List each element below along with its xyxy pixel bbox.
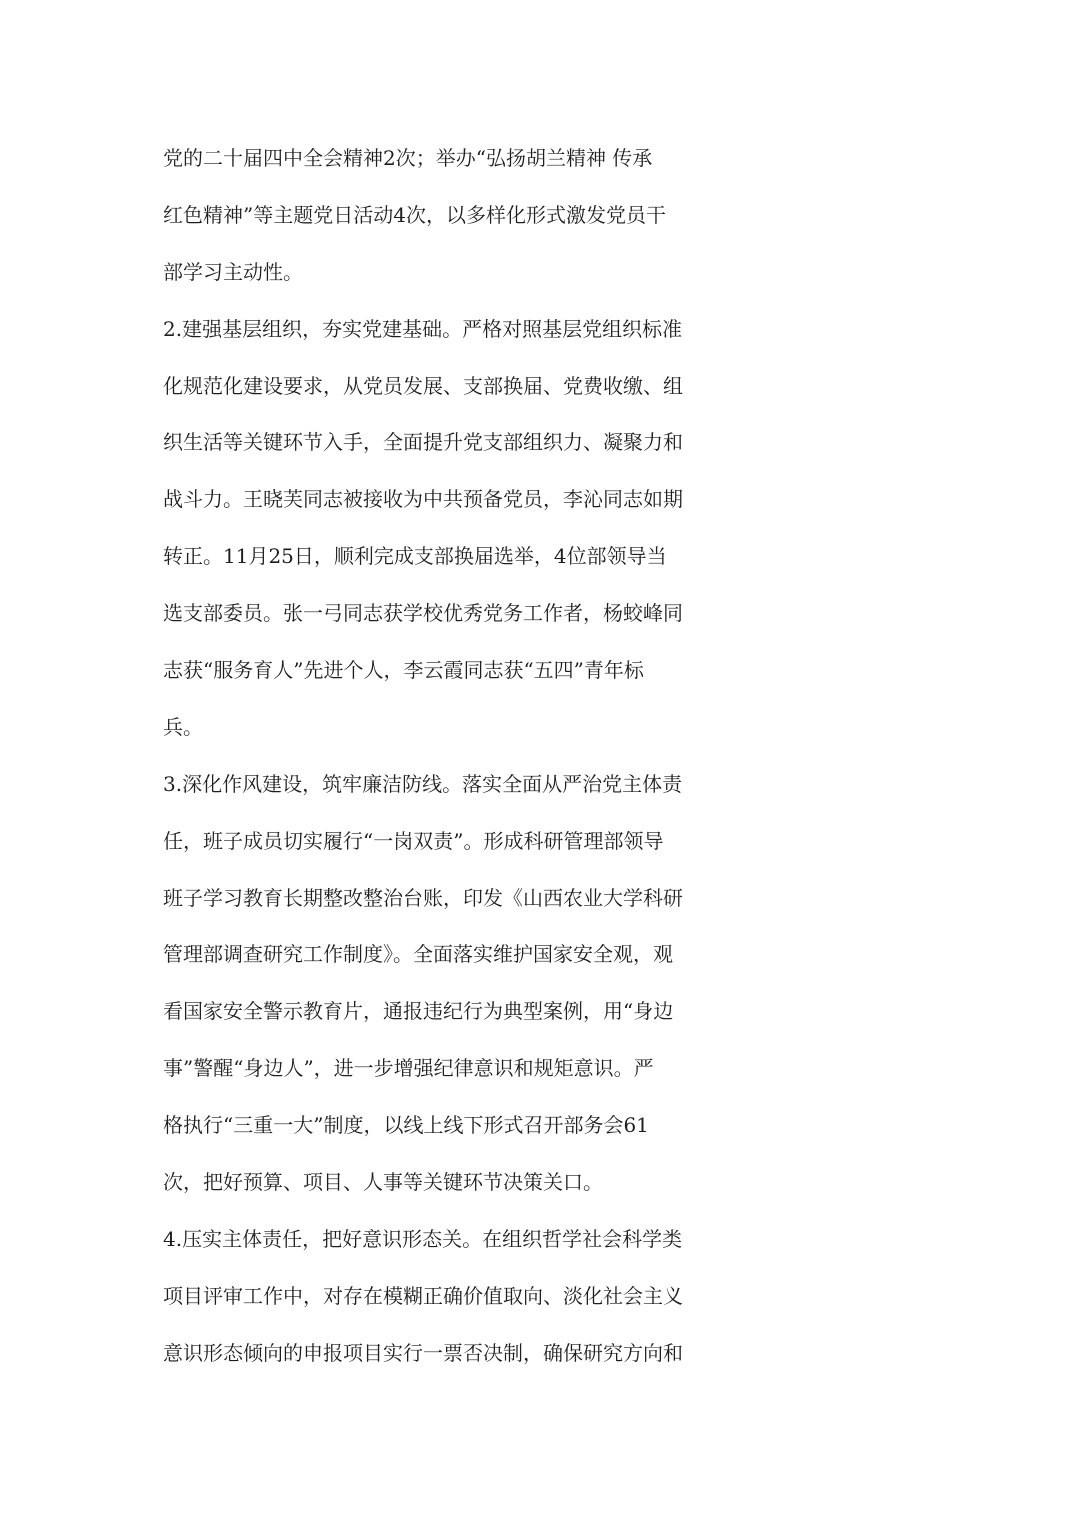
text-line: 班子学习教育长期整改整治台账，印发《山西农业大学科研 bbox=[163, 885, 683, 910]
text-line: 意识形态倾向的申报项目实行一票否决制，确保研究方向和 bbox=[163, 1340, 683, 1365]
text-line: 战斗力。王晓芙同志被接收为中共预备党员，李沁同志如期 bbox=[163, 487, 683, 512]
text-line: 格执行“三重一大”制度，以线上线下形式召开部务会61 bbox=[163, 1113, 649, 1138]
text-line: 部学习主动性。 bbox=[163, 259, 303, 284]
text-line: 任，班子成员切实履行“一岗双责”。形成科研管理部领导 bbox=[163, 828, 664, 853]
text-line: 3.深化作风建设，筑牢廉洁防线。落实全面从严治党主体责 bbox=[163, 771, 683, 796]
text-line: 2.建强基层组织，夯实党建基础。严格对照基层党组织标准 bbox=[163, 316, 683, 341]
text-line: 选支部委员。张一弓同志获学校优秀党务工作者，杨蛟峰同 bbox=[163, 601, 683, 626]
text-line: 兵。 bbox=[163, 714, 203, 739]
text-line: 4.压实主体责任，把好意识形态关。在组织哲学社会科学类 bbox=[163, 1226, 683, 1251]
text-line: 项目评审工作中，对存在模糊正确价值取向、淡化社会主义 bbox=[163, 1283, 683, 1308]
text-line: 志获“服务育人”先进个人，李云霞同志获“五四”青年标 bbox=[163, 658, 644, 683]
text-line: 化规范化建设要求，从党员发展、支部换届、党费收缴、组 bbox=[163, 373, 683, 398]
text-line: 事”警醒“身边人”，进一步增强纪律意识和规矩意识。严 bbox=[163, 1056, 654, 1081]
text-line: 红色精神”等主题党日活动4次，以多样化形式激发党员干 bbox=[163, 202, 666, 227]
text-line: 党的二十届四中全会精神2次；举办“弘扬胡兰精神 传承 bbox=[163, 146, 653, 170]
document-body bbox=[163, 130, 923, 1382]
text-line: 转正。11月25日，顺利完成支部换届选举，4位部领导当 bbox=[163, 544, 667, 569]
text-line: 看国家安全警示教育片，通报违纪行为典型案例，用“身边 bbox=[163, 999, 674, 1024]
text-line: 次，把好预算、项目、人事等关键环节决策关口。 bbox=[163, 1170, 603, 1195]
text-line: 织生活等关键环节入手，全面提升党支部组织力、凝聚力和 bbox=[163, 430, 683, 455]
text-line: 管理部调查研究工作制度》。全面落实维护国家安全观，观 bbox=[163, 942, 673, 967]
